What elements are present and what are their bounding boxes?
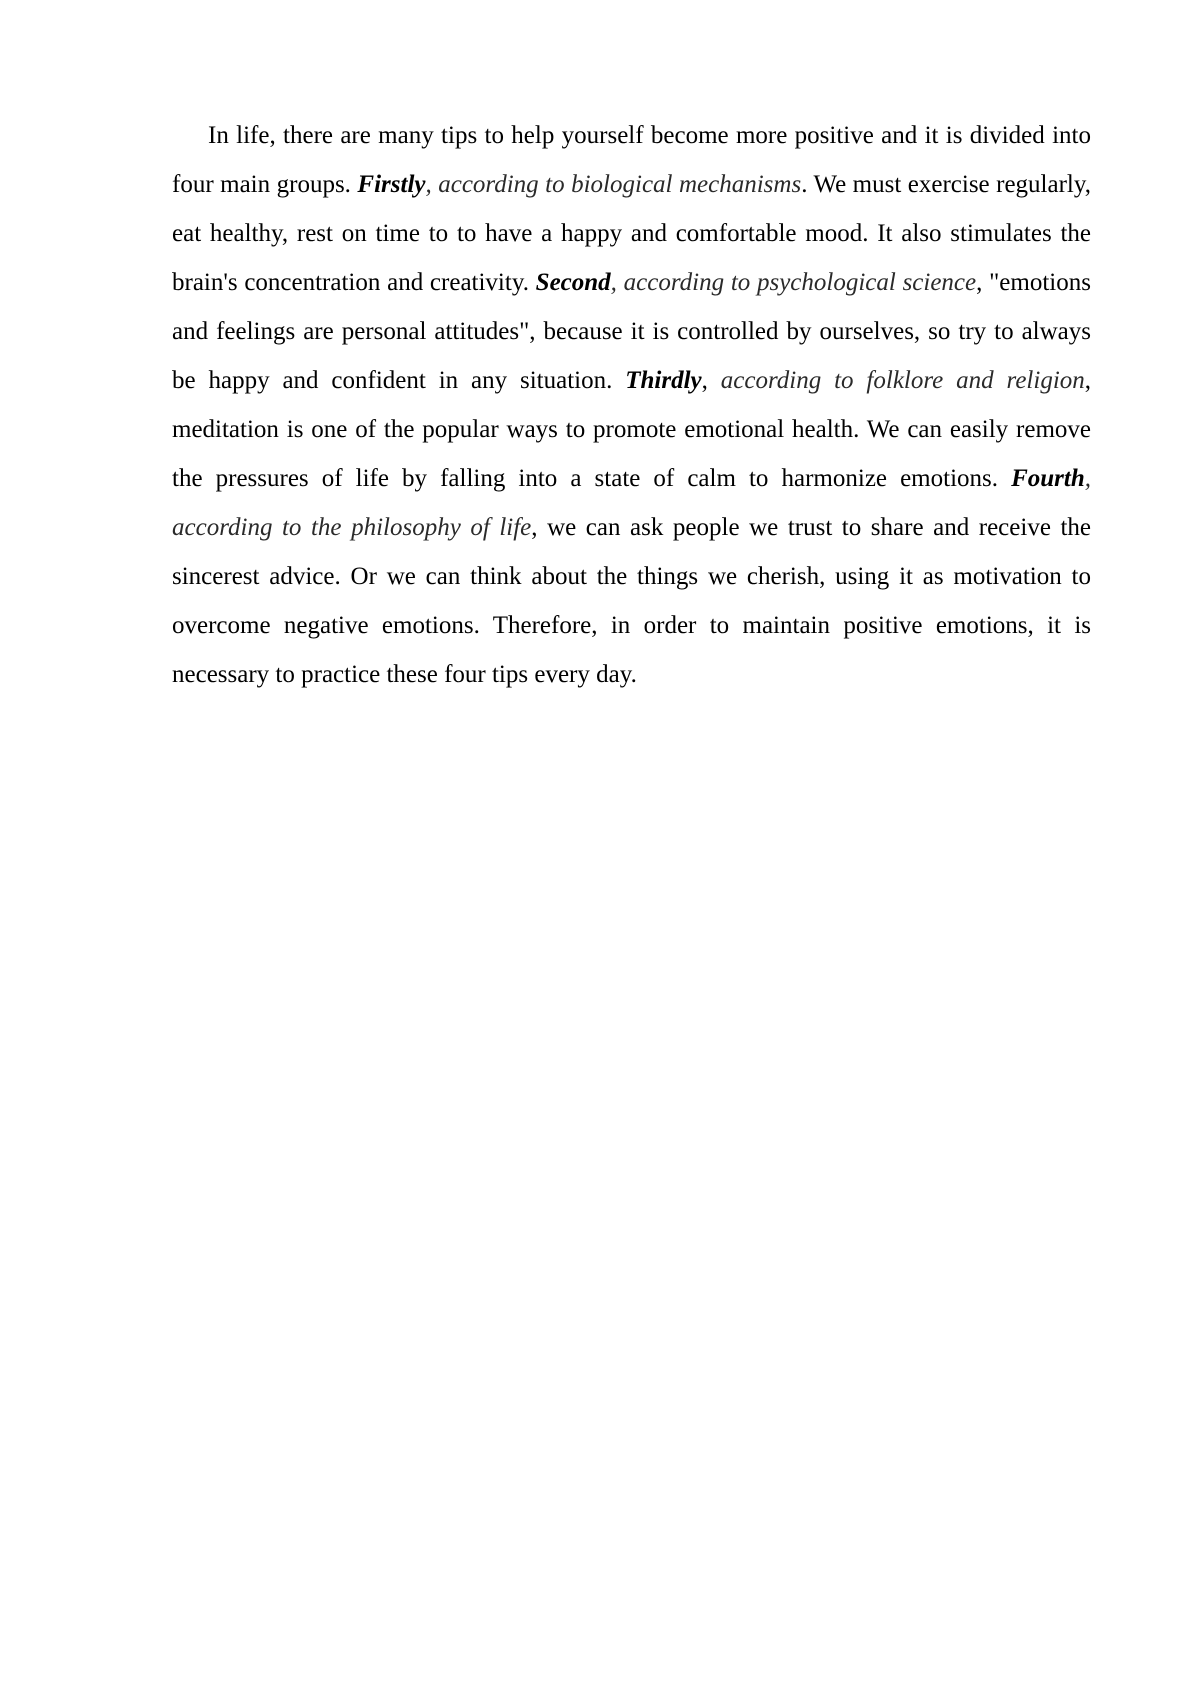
- thirdly-separator: ,: [701, 367, 721, 394]
- firstly-lead: Firstly: [357, 171, 426, 198]
- second-source: , according to psychological science: [610, 269, 977, 296]
- body-paragraph: [172, 111, 1091, 699]
- thirdly-lead: Thirdly: [625, 367, 702, 394]
- fourth-source: , according to the philosophy of life: [172, 465, 1091, 541]
- fourth-body: , we can ask people we trust to share and receive the sincerest advice. Or we can think about the things we cherish, using it as motivation to overcome negative emotions. Therefore, in order to maintain positive emotions, it is necessary to practice these four tips every day.: [172, 514, 1092, 688]
- second-body: , "emotions and feelings are personal attitudes", because it is controlled by ourselves, so try to always be happy and confident in any situation.: [172, 269, 1091, 394]
- firstly-source: , according to biological mechanisms: [425, 171, 802, 198]
- thirdly-body: , meditation is one of the popular ways to promote emotional health. We can easily remove the pressures of life by falling into a state of calm to harmonize emotions.: [172, 367, 1092, 492]
- thirdly-source: according to folklore and religion: [720, 367, 1085, 394]
- firstly-body: . We must exercise regularly, eat healthy, rest on time to to have a happy and comfortable mood. It also stimulates the brain's concentration and creativity.: [172, 171, 1091, 296]
- fourth-lead: Fourth: [1011, 465, 1085, 492]
- intro-text: In life, there are many tips to help yourself become more positive and it is divided into four main groups.: [172, 122, 1091, 198]
- second-lead: Second: [535, 269, 611, 296]
